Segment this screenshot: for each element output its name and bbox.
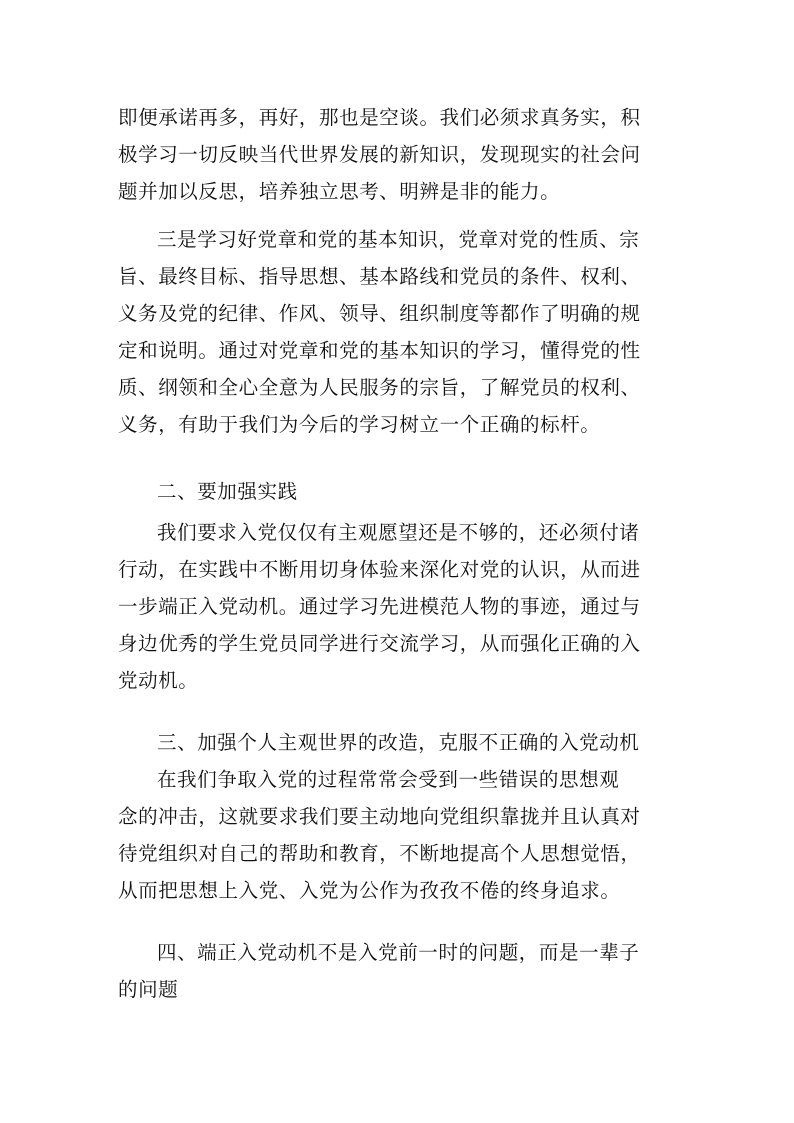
text-line: 义务，有助于我们为今后的学习树立一个正确的标杆。 <box>118 413 601 436</box>
text-line: 三是学习好党章和党的基本知识，党章对党的性质、宗 <box>157 228 640 251</box>
text-line: 待党组织对自己的帮助和教育，不断地提高个人思想觉悟， <box>118 842 641 865</box>
text-line: 我们要求入党仅仅有主观愿望还是不够的，还必须付诸 <box>157 521 640 544</box>
section-heading-continued: 的问题 <box>118 978 179 1001</box>
text-line: 行动，在实践中不断用切身体验来深化对党的认识，从而进 <box>118 558 641 581</box>
text-line: 念的冲击，这就要求我们要主动地向党组织靠拢并且认真对 <box>118 805 641 828</box>
text-line: 义务及党的纪律、作风、领导、组织制度等都作了明确的规 <box>118 302 641 325</box>
text-line: 题并加以反思，培养独立思考、明辨是非的能力。 <box>118 180 561 203</box>
text-line: 即便承诺再多，再好，那也是空谈。我们必须求真务实，积 <box>118 106 641 129</box>
section-heading: 三、加强个人主观世界的改造，克服不正确的入党动机 <box>157 731 640 754</box>
text-line: 旨、最终目标、指导思想、基本路线和党员的条件、权利、 <box>118 265 641 288</box>
text-line: 党动机。 <box>118 669 199 692</box>
section-heading: 二、要加强实践 <box>157 480 298 503</box>
text-line: 定和说明。通过对党章和党的基本知识的学习，懂得党的性 <box>118 339 641 362</box>
text-line: 极学习一切反映当代世界发展的新知识，发现现实的社会问 <box>118 143 641 166</box>
text-line: 从而把思想上入党、入党为公作为孜孜不倦的终身追求。 <box>118 879 621 902</box>
text-line: 质、纲领和全心全意为人民服务的宗旨，了解党员的权利、 <box>118 376 641 399</box>
section-heading: 四、端正入党动机不是入党前一时的问题，而是一辈子 <box>157 941 640 964</box>
text-line: 在我们争取入党的过程常常会受到一些错误的思想观 <box>157 768 620 791</box>
text-line: 身边优秀的学生党员同学进行交流学习，从而强化正确的入 <box>118 632 641 655</box>
text-line: 一步端正入党动机。通过学习先进模范人物的事迹，通过与 <box>118 595 641 618</box>
